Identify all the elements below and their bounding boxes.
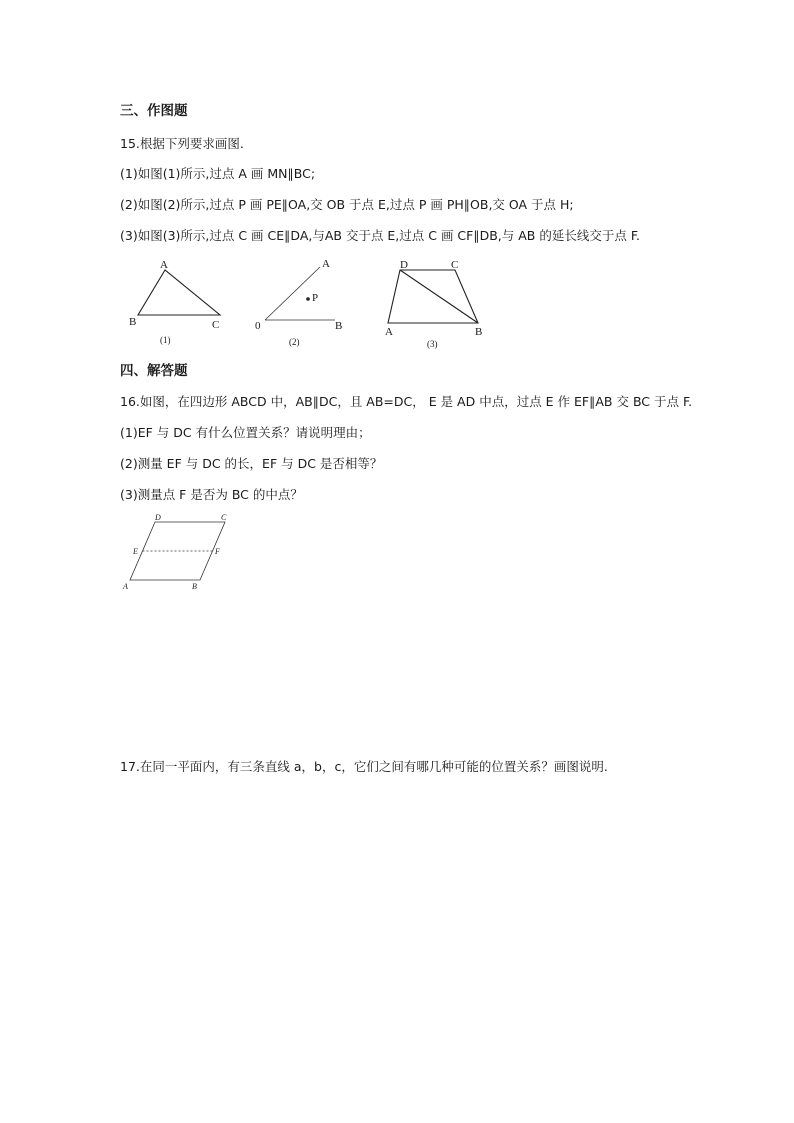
label-B: B — [475, 326, 483, 338]
label-B: B — [192, 582, 197, 591]
label-A: A — [385, 326, 393, 338]
label-O: 0 — [255, 320, 261, 332]
q16-item-1: (1)EF 与 DC 有什么位置关系？请说明理由； — [120, 425, 371, 440]
q15-item-1: (1)如图(1)所示,过点 A 画 MN∥BC; — [120, 166, 316, 181]
caption-1: (1) — [160, 335, 171, 345]
q16-item-2: (2)测量 EF 与 DC 的长，EF 与 DC 是否相等？ — [120, 456, 383, 471]
q17-stem: 17.在同一平面内，有三条直线 a，b，c，它们之间有哪几种可能的位置关系？画图说明. — [120, 759, 608, 774]
q15-item-2: (2)如图(2)所示,过点 P 画 PE∥OA,交 OB 于点 E,过点 P 画 PH∥OB,交 OA 于点 H; — [120, 197, 574, 212]
q16-item-3: (3)测量点 F 是否为 BC 的中点？ — [120, 487, 303, 502]
trapezoid-abcd — [388, 270, 478, 323]
label-A: A — [160, 259, 168, 271]
caption-2: (2) — [289, 337, 300, 347]
label-C: C — [451, 259, 459, 271]
label-D: D — [155, 513, 161, 522]
section-heading-3: 三、作图题 — [120, 103, 188, 119]
q16-stem: 16.如图，在四边形 ABCD 中，AB∥DC，且 AB=DC， E 是 AD 中点，过点 E 作 EF∥AB 交 BC 于点 F. — [120, 394, 693, 409]
section-heading-4: 四、解答题 — [120, 363, 188, 379]
figure-3-trapezoid — [380, 255, 500, 355]
figure-1-triangle — [120, 255, 230, 355]
point-P — [306, 297, 310, 301]
label-D: D — [400, 259, 408, 271]
caption-3: (3) — [427, 339, 438, 349]
label-C: C — [221, 513, 227, 522]
label-P: P — [312, 292, 319, 304]
label-A: A — [322, 258, 330, 270]
label-A: A — [123, 582, 128, 591]
figure-q16-parallelogram — [115, 510, 245, 600]
label-E: E — [133, 547, 138, 556]
q15-item-3: (3)如图(3)所示,过点 C 画 CE∥DA,与AB 交于点 E,过点 C 画 CF∥DB,与 AB 的延长线交于点 F. — [120, 228, 640, 243]
triangle-abc — [138, 270, 220, 315]
label-B: B — [129, 316, 137, 328]
label-B: B — [335, 320, 343, 332]
label-C: C — [212, 319, 220, 331]
q15-stem: 15.根据下列要求画图. — [120, 136, 244, 151]
figure-2-angle — [250, 255, 360, 355]
label-F: F — [215, 547, 220, 556]
